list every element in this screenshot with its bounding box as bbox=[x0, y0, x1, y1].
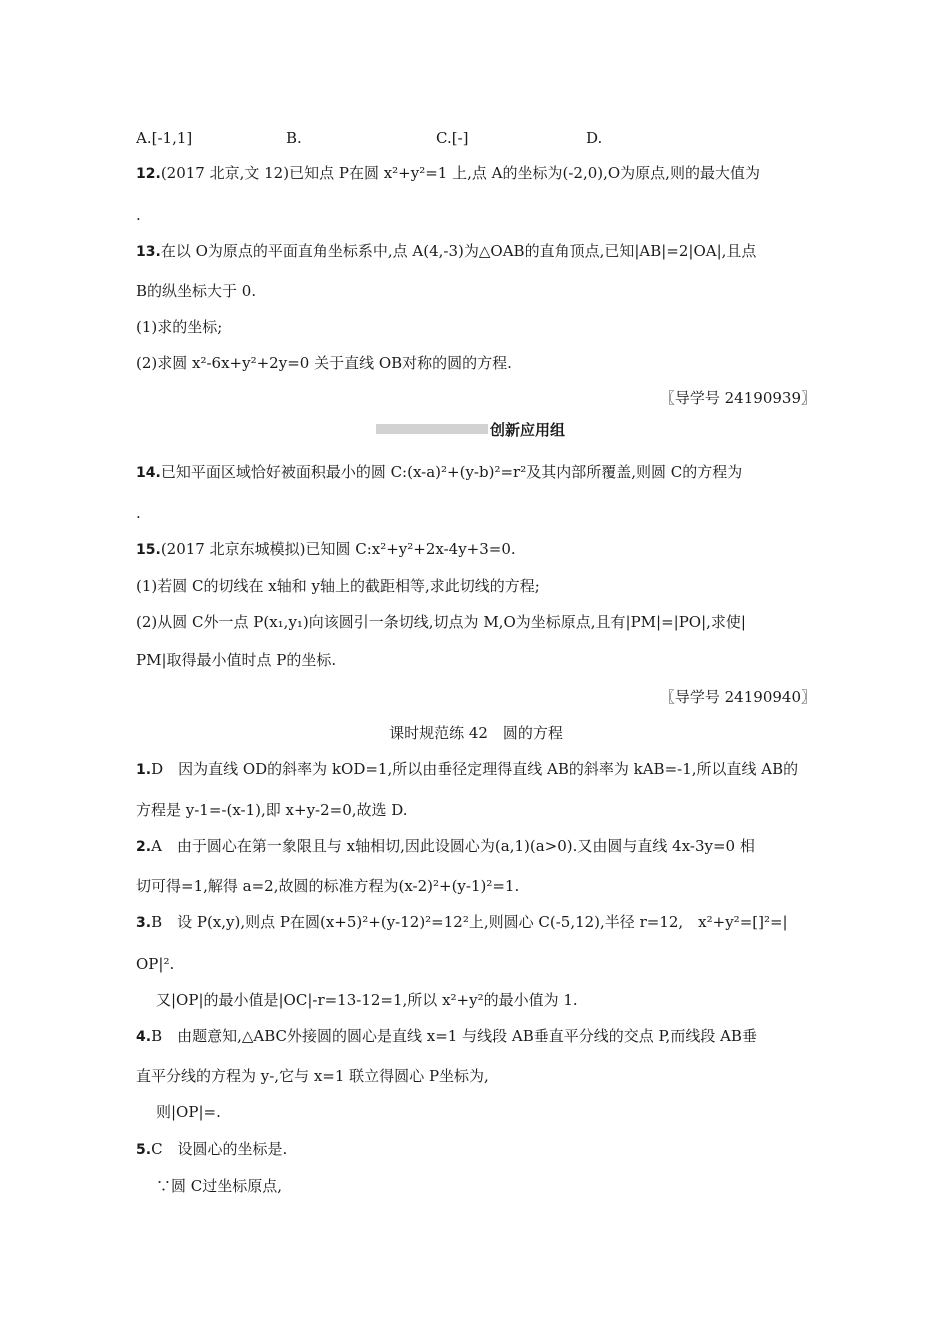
question-text: 已知平面区域恰好被面积最小的圆 C:(x-a)²+(y-b)²=r²及其内部所覆盖,则圆 C的方程为 bbox=[160, 463, 743, 481]
answer-text: D 因为直线 OD的斜率为 kOD=1,所以由垂径定理得直线 AB的斜率为 kAB=-1,所以直线 AB的 bbox=[151, 760, 799, 778]
question-14-tail: . bbox=[136, 504, 141, 522]
answer-4-line3: 则|OP|=. bbox=[156, 1103, 221, 1121]
option-d: D. bbox=[586, 129, 603, 147]
question-15-sub2: (2)从圆 C外一点 P(x₁,y₁)向该圆引一条切线,切点为 M,O为坐标原点,且有|PM|=|PO|,求使| bbox=[136, 613, 746, 631]
answer-number: 1. bbox=[136, 762, 152, 778]
answer-number: 2. bbox=[136, 839, 152, 855]
question-13-sub2: (2)求圆 x²-6x+y²+2y=0 关于直线 OB对称的圆的方程. bbox=[136, 354, 512, 372]
question-text: 在以 O为原点的平面直角坐标系中,点 A(4,-3)为△OAB的直角顶点,已知|AB|=2|OA|,且点 bbox=[160, 242, 757, 260]
question-13-sub1: (1)求的坐标; bbox=[136, 318, 223, 336]
option-c: C.[-] bbox=[436, 129, 469, 147]
question-number: 14. bbox=[136, 465, 161, 481]
question-13-line2: B的纵坐标大于 0. bbox=[136, 282, 257, 300]
answer-number: 3. bbox=[136, 915, 152, 931]
answer-number: 5. bbox=[136, 1142, 152, 1158]
question-12 bbox=[136, 163, 816, 184]
options-row bbox=[136, 128, 816, 148]
question-14 bbox=[136, 462, 816, 483]
answer-3 bbox=[136, 912, 816, 933]
answer-5 bbox=[136, 1139, 816, 1160]
answer-2 bbox=[136, 836, 816, 857]
question-number: 15. bbox=[136, 542, 161, 558]
answer-4-line2: 直平分线的方程为 y-,它与 x=1 联立得圆心 P坐标为, bbox=[136, 1067, 489, 1085]
question-number: 12. bbox=[136, 166, 161, 182]
question-15 bbox=[136, 539, 816, 560]
answer-1-line2: 方程是 y-1=-(x-1),即 x+y-2=0,故选 D. bbox=[136, 801, 408, 819]
answer-text: B 由题意知,△ABC外接圆的圆心是直线 x=1 与线段 AB垂直平分线的交点 P,而线段 AB垂 bbox=[151, 1027, 757, 1045]
answer-4 bbox=[136, 1026, 816, 1047]
answer-2-line2: 切可得=1,解得 a=2,故圆的标准方程为(x-2)²+(y-1)²=1. bbox=[136, 877, 520, 895]
answer-5-line2: ∵圆 C过坐标原点, bbox=[156, 1177, 283, 1195]
question-text: (2017 北京,文 12)已知点 P在圆 x²+y²=1 上,点 A的坐标为(-2,0),O为原点,则的最大值为 bbox=[160, 164, 760, 182]
section-divider-bar bbox=[376, 424, 488, 434]
question-12-tail: . bbox=[136, 206, 141, 224]
question-13 bbox=[136, 241, 816, 262]
answer-number: 4. bbox=[136, 1029, 152, 1045]
answer-3-line3: 又|OP|的最小值是|OC|-r=13-12=1,所以 x²+y²的最小值为 1. bbox=[156, 991, 578, 1009]
section-title: 创新应用组 bbox=[490, 421, 566, 439]
answer-text: B 设 P(x,y),则点 P在圆(x+5)²+(y-12)²=12²上,则圆心 C(-5,12),半径 r=12, x²+y²=[]²=| bbox=[151, 913, 788, 931]
answer-3-line2: OP|². bbox=[136, 955, 175, 973]
question-15-sub1: (1)若圆 C的切线在 x轴和 y轴上的截距相等,求此切线的方程; bbox=[136, 577, 540, 595]
question-13-ref: 〖导学号 24190939〗 bbox=[659, 389, 816, 407]
answers-heading: 课时规范练 42 圆的方程 bbox=[389, 724, 563, 742]
option-a: A.[-1,1] bbox=[136, 129, 193, 147]
question-15-ref: 〖导学号 24190940〗 bbox=[659, 688, 816, 706]
option-b: B. bbox=[286, 129, 302, 147]
answer-text: C 设圆心的坐标是. bbox=[151, 1140, 288, 1158]
question-15-sub2-cont: PM|取得最小值时点 P的坐标. bbox=[136, 651, 337, 669]
question-number: 13. bbox=[136, 244, 161, 260]
answer-1 bbox=[136, 759, 816, 780]
answer-text: A 由于圆心在第一象限且与 x轴相切,因此设圆心为(a,1)(a>0).又由圆与直线 4x-3y=0 相 bbox=[151, 837, 755, 855]
question-text: (2017 北京东城模拟)已知圆 C:x²+y²+2x-4y+3=0. bbox=[160, 540, 516, 558]
